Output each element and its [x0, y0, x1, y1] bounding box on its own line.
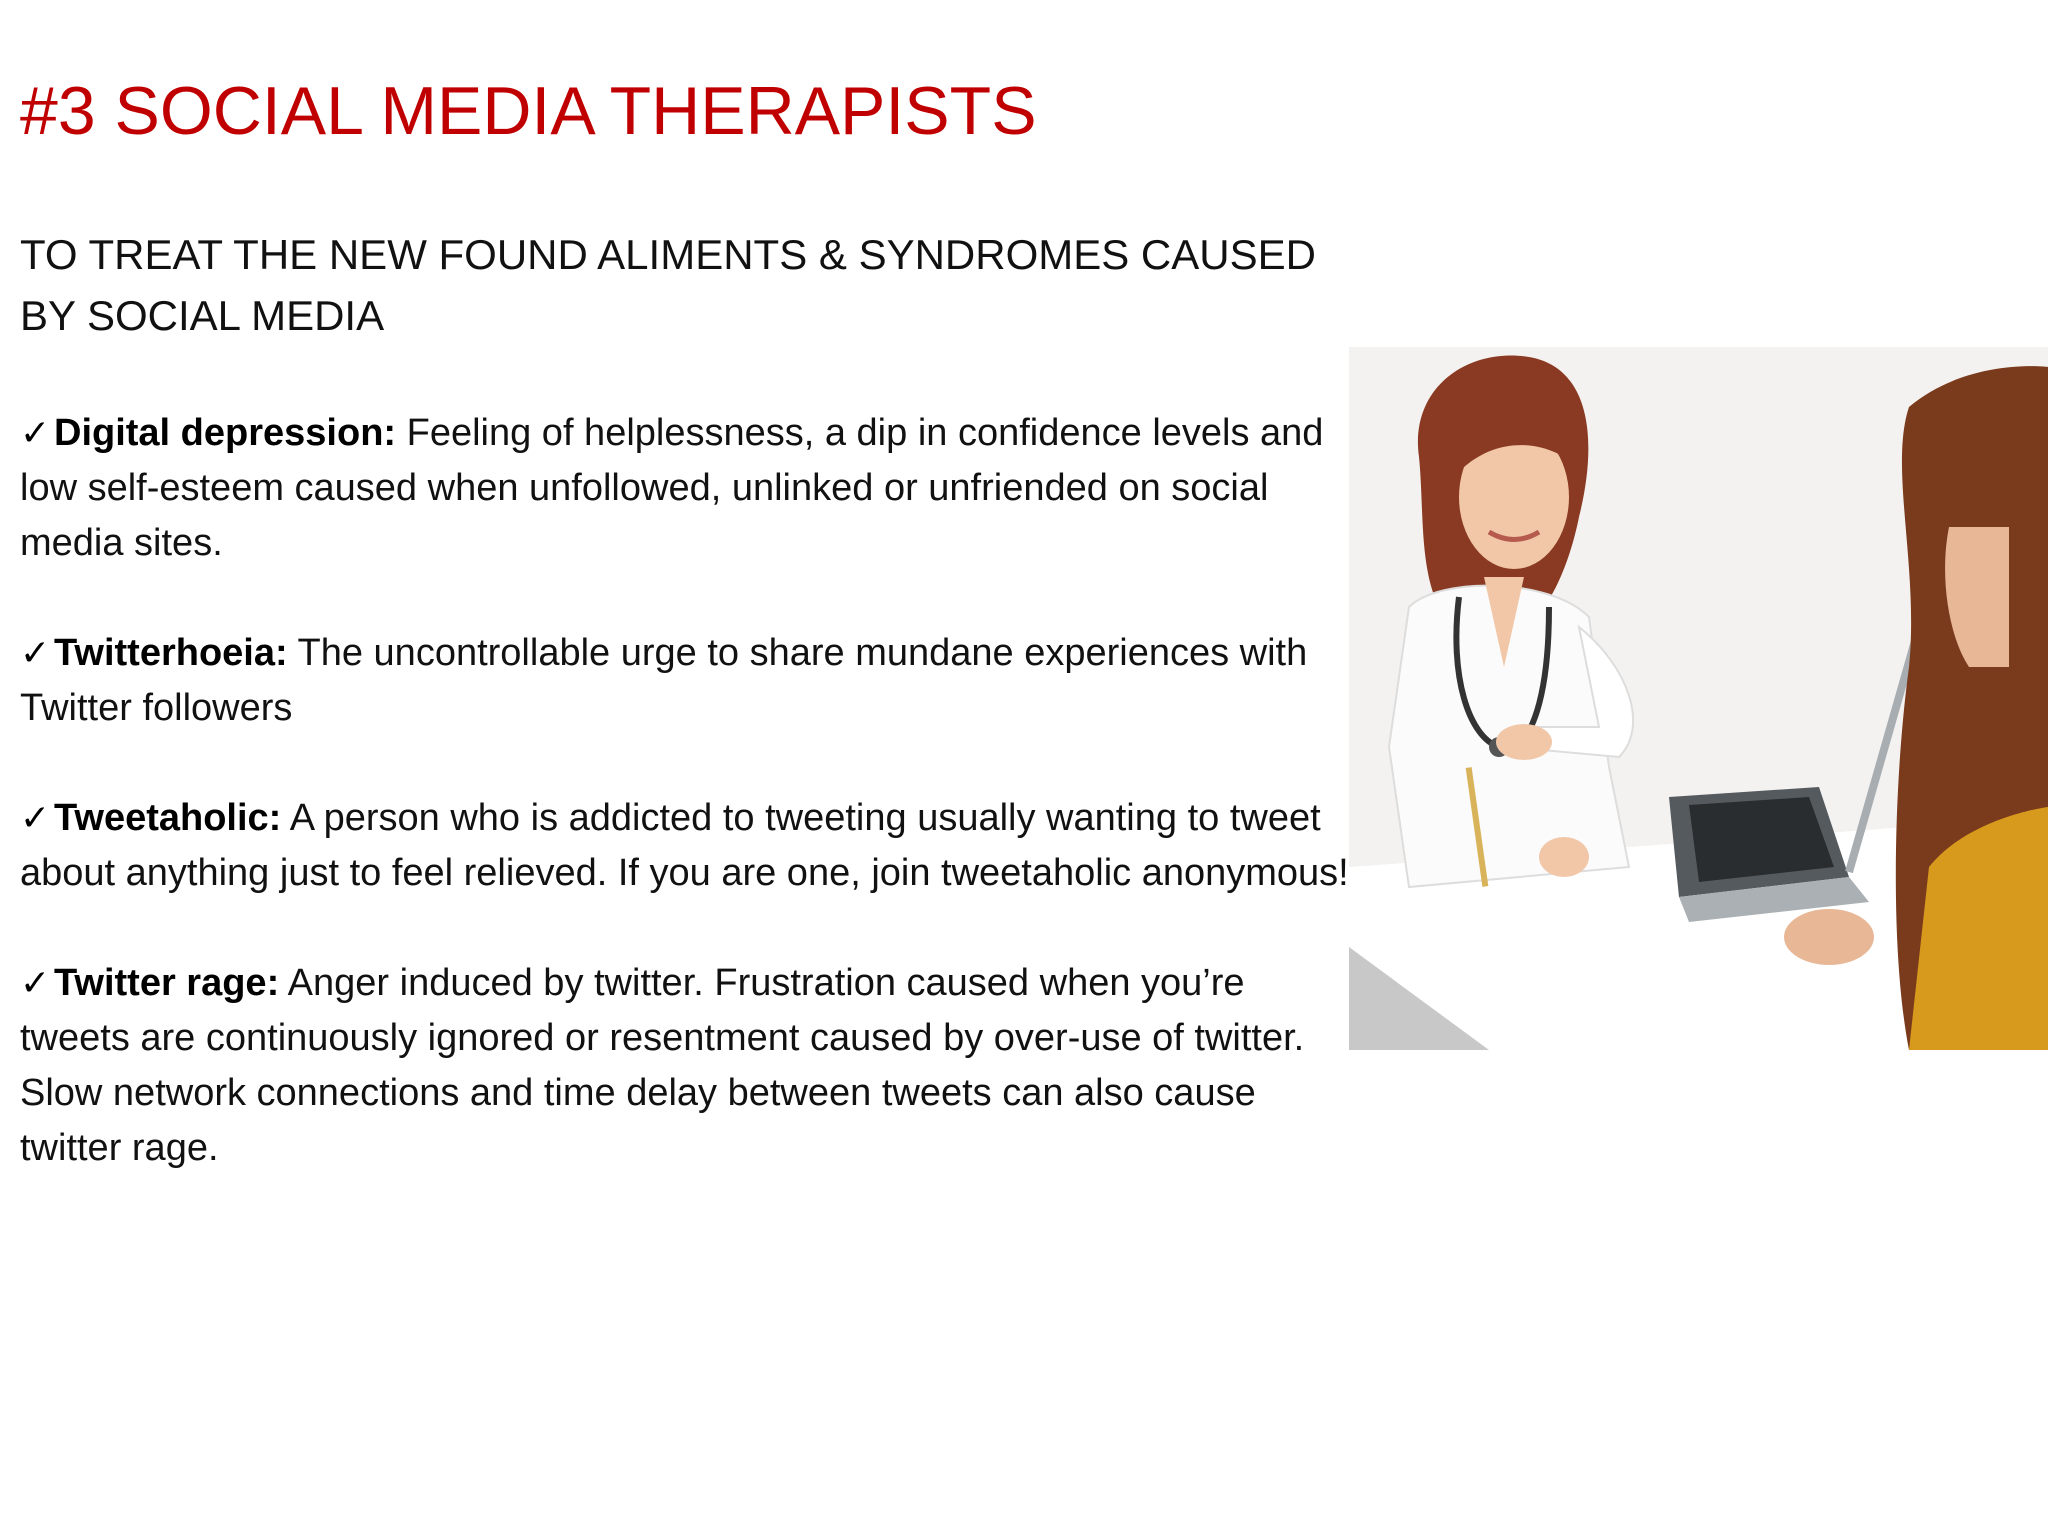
list-item — [20, 405, 1350, 571]
item-term: Tweetaholic: — [54, 797, 282, 839]
list-item — [20, 955, 1350, 1176]
slide-subtitle: TO TREAT THE NEW FOUND ALIMENTS & SYNDROMES CAUSED BY SOCIAL MEDIA — [20, 231, 1316, 339]
ailment-list — [20, 405, 1350, 1230]
therapist-photo — [1349, 347, 2048, 1050]
item-text: The uncontrollable urge to share mundane experiences with Twitter followers — [20, 632, 1308, 729]
check-icon: ✓ — [20, 632, 51, 673]
slide-title: #3 SOCIAL MEDIA THERAPISTS — [20, 73, 1037, 149]
therapist-illustration — [1349, 347, 2048, 1050]
item-term: Twitter rage: — [54, 962, 280, 1004]
list-item — [20, 625, 1350, 736]
check-icon: ✓ — [20, 962, 51, 1003]
item-text: A person who is addicted to tweeting usually wanting to tweet about anything just to feel relieved. If you are one, join tweetaholic anonymous! — [20, 797, 1349, 894]
check-icon: ✓ — [20, 412, 51, 453]
check-icon: ✓ — [20, 797, 51, 838]
item-term: Digital depression: — [54, 412, 397, 454]
item-text: Anger induced by twitter. Frustration caused when you’re tweets are continuously ignored or resentment caused by over-use of twitter. Slow network connections and time delay between tweets can also cause twitter rage. — [20, 962, 1305, 1169]
item-text: Feeling of helplessness, a dip in confidence levels and low self-esteem caused when unfollowed, unlinked or unfriended on social media sites. — [20, 412, 1324, 564]
item-term: Twitterhoeia: — [54, 632, 288, 674]
list-item — [20, 790, 1350, 901]
